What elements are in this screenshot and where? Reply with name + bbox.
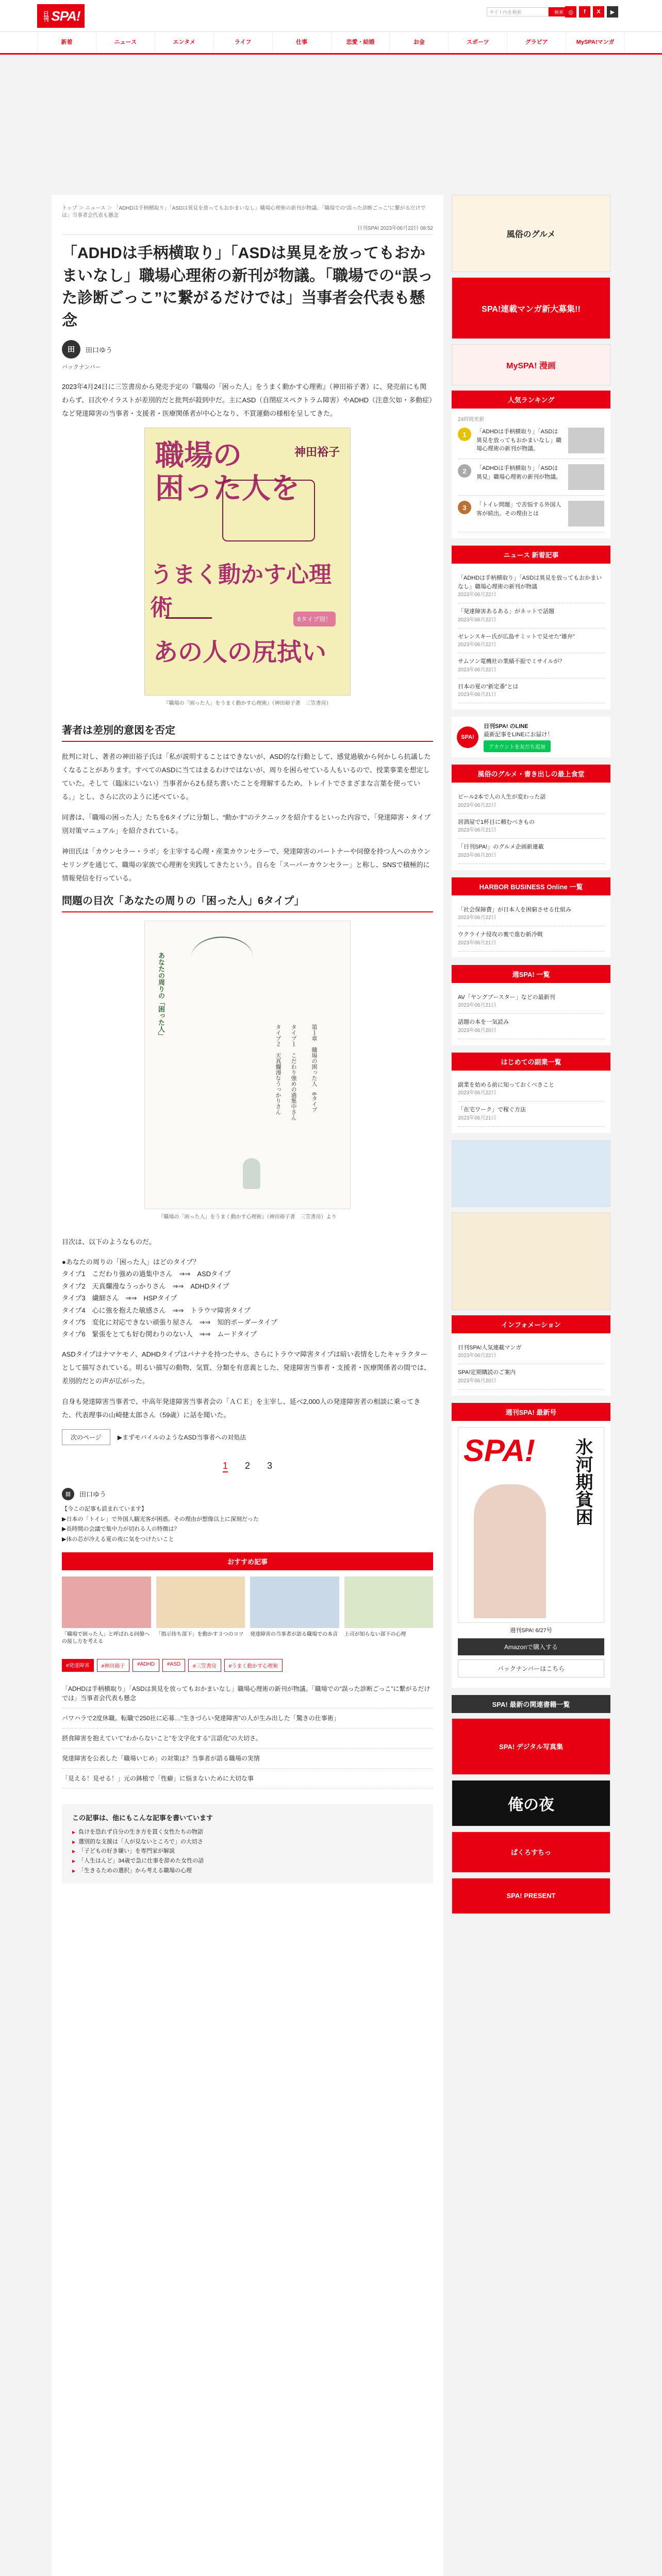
author-name: 田口ゆう <box>79 1490 107 1499</box>
thumbnail <box>344 1577 434 1628</box>
logo-text: SPA! <box>51 8 80 24</box>
cover-headline: 氷河期貧困 <box>573 1437 592 1526</box>
ad-digital[interactable]: SPA! デジタル写真集 <box>452 1718 610 1775</box>
page-3[interactable]: 3 <box>267 1460 273 1471</box>
news-item[interactable] <box>458 1340 604 1365</box>
harbor-heading: HARBOR BUSINESS Online 一覧 <box>452 877 610 895</box>
news-title: 日刊SPA!人気連載マンガ <box>458 1344 522 1351</box>
sidebar <box>452 195 610 1919</box>
tag[interactable]: #神田裕子 <box>97 1659 130 1672</box>
line-desc: 最新記事をLINEにお届け！ <box>484 732 553 738</box>
toc-title: あなたの周りの「困った人」 <box>157 952 165 1039</box>
more-heading: この記事は、他にもこんな記事を書いています <box>72 1814 213 1822</box>
news-item[interactable] <box>458 902 604 927</box>
news-title: ゼレンスキー氏が広島サミットで見せた“雄弁” <box>458 633 575 640</box>
search-button[interactable]: 検索 <box>549 7 569 16</box>
ranking-heading: 人気ランキング <box>452 391 610 409</box>
paragraph: 批判に対し、著者の神田裕子氏は「私が説明することはできないが、ASD的な行動として、感覚過敏から何かしら抗議したくなることがあります。すべてのASDに当てはまるわけではないが、周りを困らせている人もいるので、授業事業を想定していた。そして（臨床にいない）当事者から2も経ち書いたことを理解するため、トレイトでさまざまな言葉を使っている。」とし、さらに次のように述べている。 <box>62 753 431 801</box>
list-item[interactable]: ▶ 「子どもの好き嫌い」を専門家が解説 <box>72 1846 423 1856</box>
list-item: タイプ1 こだわり強めの過集中さん ⇒⇒ ASDタイプ <box>62 1270 231 1278</box>
news-date: 2023年06月22日 <box>458 617 496 623</box>
list-item[interactable]: 摂食障害を抱えていて“わからないこと”を文字化する“言語化”の大切さ。 <box>62 1728 433 1749</box>
next-page-row <box>52 1429 443 1445</box>
nav-item-life[interactable]: ライフ <box>213 32 272 53</box>
facebook-icon[interactable]: f <box>579 6 590 18</box>
ranking-item-title: 「トイレ問題」で苦悩する外国人客が続出。その理由とは <box>476 502 561 517</box>
author-name: 田口ゆう <box>86 346 113 354</box>
first-heading: はじめての副業一覧 <box>452 1053 610 1071</box>
magazine-issue: 週刊SPA! 6/27号 <box>510 1627 552 1634</box>
news-date: 2023年06月22日 <box>458 915 496 921</box>
paragraph: 目次は、以下のようなものだ。 <box>62 1238 156 1246</box>
social-links <box>565 6 618 18</box>
news-title: 日本の夏の“新定番”とは <box>458 683 519 690</box>
news-title: 「ADHDは手柄横取り」「ASDは異見を放ってもおかまいなし」職場心理術の新刊が物議 <box>458 575 602 590</box>
amazon-button[interactable]: Amazonで購入する <box>458 1638 604 1655</box>
list-item[interactable]: 「見える！見せる！」元の鉢植で「性癖」に悩まないために大切な事 <box>62 1769 433 1789</box>
news-item[interactable] <box>458 789 604 814</box>
toc-line: タイプ１ こだわり強めの過集中さん <box>290 1024 296 1121</box>
footnote-link[interactable]: ▶長時間の会議で集中力が切れる人の特徴は？ <box>62 1526 180 1533</box>
line-add-button[interactable]: アカウントを友だち追加 <box>484 740 551 752</box>
ad-pakurosu[interactable]: ぱくろすちっ <box>452 1832 610 1873</box>
list-item[interactable]: 発達障害を公表した「職場いじめ」の対策は？当事者が語る職場の実情 <box>62 1749 433 1769</box>
toc-line: タイプ２ 天真爛漫なうっかりさん <box>275 1024 281 1115</box>
news-date: 2023年06月22日 <box>458 592 496 598</box>
author-more-articles <box>62 1804 433 1884</box>
publish-date: 日刊SPA! 2023年06月22日 08:52 <box>62 224 433 235</box>
news-title: サムソン電機社の業績不振でミサイルが？ <box>458 658 565 665</box>
thumbnail <box>568 464 604 490</box>
pagination <box>52 1461 443 1472</box>
ranking-sub: 24時間更新 <box>458 417 485 422</box>
news-title: 話題の本を一気読み <box>458 1019 509 1025</box>
news-date: 2023年06月21日 <box>458 1003 496 1008</box>
banner-gourmet[interactable]: 風俗のグルメ <box>452 195 610 272</box>
thumbnail <box>568 501 604 527</box>
image-caption: 『職場の「困った人」をうまく動かす心理術』（神田裕子著 三笠書房）より <box>158 1214 337 1220</box>
news-item[interactable] <box>458 603 604 629</box>
news-title: 居酒屋で1杯目に頼むべきもの <box>458 819 535 825</box>
news-date: 2023年06月21日 <box>458 940 496 946</box>
news-title: 「発達障害あるある」がネットで話題 <box>458 608 554 615</box>
line-title: 日刊SPA! のLINE <box>484 723 528 730</box>
book-title-b: 困った人を <box>155 472 300 504</box>
ranking-item[interactable] <box>458 496 604 532</box>
news-item[interactable] <box>458 1014 604 1039</box>
news-date: 2023年06月22日 <box>458 802 496 808</box>
list-item[interactable]: ▶ 「生きるための選択」から考える職場の心理 <box>72 1866 423 1876</box>
banner-myspa[interactable]: MySPA! 漫画 <box>452 344 610 385</box>
image-caption: 『職場の「困った人」をうまく動かす心理術』（神田裕子著 三笠書房） <box>163 701 332 706</box>
book-tag: 6タイプ別！ <box>293 612 336 626</box>
news-box <box>452 564 610 709</box>
rank-1-badge: 1 <box>458 428 471 441</box>
thumbnail <box>62 1577 151 1628</box>
cover-photo <box>474 1484 546 1618</box>
news-date: 2023年06月21日 <box>458 692 496 698</box>
related-item-title: 「職場で困った人」と呼ばれる同僚への接し方を考える <box>62 1631 150 1645</box>
article-main <box>52 195 443 2576</box>
instagram-icon[interactable]: ◎ <box>565 6 576 18</box>
list-item: タイプ5 変化に対応できない頑張り屋さん ⇒⇒ 知的ボーダータイプ <box>62 1318 277 1326</box>
news-date: 2023年06月20日 <box>458 1378 496 1384</box>
section-heading: 著者は差別的意図を否定 <box>62 722 433 742</box>
tag[interactable]: #三笠書房 <box>188 1659 221 1672</box>
news-date: 2023年06月20日 <box>458 1027 496 1033</box>
news-item[interactable] <box>458 679 604 704</box>
nav-item-work[interactable]: 仕事 <box>272 32 331 53</box>
list-item: タイプ3 繊細さん ⇒⇒ HSPタイプ <box>62 1294 177 1302</box>
popular-box <box>452 983 610 1045</box>
page-1[interactable]: 1 <box>223 1461 228 1472</box>
author-block[interactable] <box>62 340 433 359</box>
global-nav <box>0 32 662 55</box>
list-item: タイプ2 天真爛漫なうっかりさん ⇒⇒ ADHDタイプ <box>62 1282 229 1290</box>
news-date: 2023年06月20日 <box>458 852 496 858</box>
news-item[interactable] <box>458 570 604 603</box>
illustration-line <box>166 598 212 619</box>
thumbnail <box>156 1577 245 1628</box>
ranking-box <box>452 409 610 538</box>
section-heading: 問題の目次「あなたの周りの「困った人」6タイプ」 <box>62 892 433 912</box>
tag[interactable]: #ADHD <box>133 1659 159 1672</box>
rank-3-badge: 3 <box>458 501 471 514</box>
thumbnail <box>568 428 604 453</box>
nav-item-money[interactable]: お金 <box>389 32 448 53</box>
cover-logo: SPA! <box>464 1433 535 1468</box>
ad-banner-health[interactable] <box>452 1212 610 1310</box>
footnote-links <box>62 1504 433 1545</box>
news-title: ウクライナ侵攻の裏で進む新冷戦 <box>458 931 543 938</box>
logo-small-text: 日刊 <box>42 11 49 21</box>
cat-illustration <box>243 1158 260 1189</box>
site-logo[interactable] <box>37 4 85 28</box>
ad-ore-no-yoru[interactable]: 俺の夜 <box>452 1780 610 1826</box>
info-heading: インフォメーション <box>452 1315 610 1333</box>
magazine-box <box>452 1421 610 1688</box>
footnote-heading: 【今この記事も読まれています】 <box>62 1505 147 1512</box>
ranking-item-title: 「ADHDは手柄横取り」「ASDは異見を放ってもおかまいなし」職場心理術の新刊が物議。 <box>476 429 561 452</box>
paragraph: 自身も発達障害当事者で、中高年発達障害当事者会の「ＡＣＥ」を主宰し、延べ2,000人の発達障害者の相談に乗ってきた、代表理事の山崎健太郎さん（59歳）に話を聞いた。 <box>62 1397 421 1419</box>
leaf-illustration <box>191 937 253 978</box>
list-item[interactable]: ▶ 選別的な支援は「人が見ないところで」の大切さ <box>72 1837 423 1847</box>
news-item[interactable] <box>458 653 604 679</box>
related-heading: おすすめ記事 <box>62 1552 433 1570</box>
paragraph: 同書は、「職場の困った人」たちを6タイプに分類し、“動かす”のテクニックを紹介するといった内容で、「発達障害・タイプ別対策マニュアル」を紹介されている。 <box>62 814 431 835</box>
tag-list <box>62 1659 433 1672</box>
list-item: ●あなたの周りの「困った人」はどのタイプ？ <box>62 1258 200 1266</box>
paragraph-intro: 2023年4月24日に三笠書房から発売予定の『職場の「困った人」をうまく動かす心理術』（神田裕子著）に、発売前にも関わらず、目次やイラストが差別的だと批判が殺到中だ。主にASD（自閉症スペクトラム障害）やADHD（注意欠如・多動症）など発達障害の当事者・支援者・医療関係者が中心となり、不買運動の様相を呈してきた。 <box>62 383 433 417</box>
banner-manga-contest[interactable]: SPA!連載マンガ新大募集!! <box>452 277 610 339</box>
list-item: タイプ4 心に強を抱えた敏感さん ⇒⇒ トラウマ障害タイプ <box>62 1306 251 1314</box>
news-title: SPA!定期購読のご案内 <box>458 1369 516 1376</box>
news-title: 「日刊SPA!」のグルメ企画新連載 <box>458 844 544 850</box>
popular-heading: 週SPA! 一覧 <box>452 965 610 983</box>
paragraph: ASDタイプはナマケモノ、ADHDタイプはバナナを持つたサル、さらにトラウマ障害タイプは暗い表情をしたキャラクターとして描写されている。明るい描写の動物、気質、分類を有意義とした、発達障害当事者・支援者・医療関係者の間では、差別的だとの声が広がった。 <box>62 1350 431 1385</box>
news-date: 2023年06月21日 <box>458 827 496 833</box>
news-item[interactable] <box>458 926 604 952</box>
related-item[interactable] <box>62 1577 151 1646</box>
tag[interactable]: #発達障害 <box>62 1659 94 1672</box>
news-date: 2023年06月21日 <box>458 1115 496 1121</box>
search-input[interactable]: サイト内を検索 <box>487 7 549 16</box>
gourmet-box <box>452 783 610 870</box>
x-icon[interactable]: X <box>593 6 604 18</box>
news-item[interactable] <box>458 814 604 839</box>
backnumber-button[interactable]: バックナンバーはこちら <box>458 1659 604 1677</box>
latest-books-heading: SPA! 最新の関連書籍一覧 <box>452 1695 610 1713</box>
news-date: 2023年06月22日 <box>458 642 496 648</box>
news-item[interactable] <box>458 1364 604 1389</box>
list-item[interactable]: ▶ 負けを恐れず自分の生き方を貫く女性たちの物語 <box>72 1827 423 1837</box>
news-item[interactable] <box>458 1101 604 1127</box>
line-banner[interactable] <box>452 717 610 757</box>
harbor-box <box>452 895 610 958</box>
book-title-c: うまく動かす心理術 <box>150 562 332 620</box>
site-header <box>0 0 662 32</box>
author-block-bottom[interactable] <box>62 1488 433 1500</box>
avatar: 田 <box>62 1488 74 1500</box>
related-item-title: 上司が知らない部下の心理 <box>344 1631 406 1637</box>
footnote-link[interactable]: ▶日本の「トイレ」で外国人観光客が困惑。その理由が想像以上に深刻だった <box>62 1516 259 1522</box>
table-of-contents-image <box>144 921 351 1209</box>
ad-present[interactable]: SPA! PRESENT <box>452 1878 610 1914</box>
magazine-cover[interactable] <box>458 1427 604 1623</box>
book-title-a: 職場の <box>155 439 242 471</box>
nav-item-sports[interactable]: スポーツ <box>448 32 507 53</box>
news-title: ビール2本で人の人生が変わった話 <box>458 794 546 800</box>
nav-item-new[interactable]: 新着 <box>37 32 96 53</box>
news-heading: ニュース 新着記事 <box>452 546 610 564</box>
next-page-button[interactable]: 次のページ <box>62 1429 110 1445</box>
article-title: 「ADHDは手柄横取り」「ASDは異見を放ってもおかまいなし」職場心理術の新刊が物議。「職場での“誤った診断ごっこ”に繋がるだけでは」当事者会代表も懸念 <box>62 245 433 329</box>
breadcrumb[interactable]: トップ ＞ ニュース ＞ 「ADHDは手柄横取り」「ASDは異見を放ってもおかまいなし」職場心理術の新刊が物議。「職場での“誤った診断ごっこ”に繋がるだけでは」当事者会代表も懸念 <box>62 206 426 218</box>
tag[interactable]: #うまく動かす心理術 <box>224 1659 283 1672</box>
news-item[interactable] <box>458 629 604 654</box>
nav-item-manga[interactable]: MySPA!マンガ <box>566 32 625 53</box>
youtube-icon[interactable]: ▶ <box>607 6 618 18</box>
ranking-item[interactable] <box>458 422 604 459</box>
thumbnail <box>250 1577 339 1628</box>
related-link-list <box>62 1679 433 1789</box>
paragraph: 神田氏は「カウンセラー・ラボ」を主宰する心理・産業カウンセラーで、発達障害のパートナーや同僚を持つ人へのカウンセリングを通じて、職場の家族で心理術を実践してきたという。自らを「スーパーカウンセラー」と称し、SNSで積極的に情報発信を行っている。 <box>62 848 431 882</box>
list-item: タイプ6 緊張をとても好む関わりのない人 ⇒⇒ ムードタイプ <box>62 1330 257 1338</box>
news-title: 「社会保障費」が日本人を困窮させる仕組み <box>458 906 571 913</box>
book-cover-image <box>144 428 351 696</box>
related-item[interactable] <box>156 1577 245 1646</box>
tag[interactable]: #ASD <box>162 1659 185 1672</box>
news-title: 「在宅ワーク」で稼ぐ方法 <box>458 1107 526 1113</box>
ranking-item[interactable] <box>458 459 604 496</box>
backnumber-link[interactable]: バックナンバー <box>62 364 101 370</box>
info-box <box>452 1333 610 1396</box>
avatar: 田 <box>62 340 80 359</box>
page-2[interactable]: 2 <box>244 1460 250 1471</box>
magazine-heading: 週刊SPA! 最新号 <box>452 1403 610 1421</box>
nav-item-entame[interactable]: エンタメ <box>155 32 213 53</box>
type-list <box>62 1256 433 1341</box>
spa-icon: SPA! <box>457 726 478 748</box>
nav-item-gravure[interactable]: グラビア <box>507 32 566 53</box>
list-item[interactable]: パワハラで2度休職。転職で250社に応募…“生きづらい発達障害”の人が生み出した「驚きの仕事術」 <box>62 1708 433 1728</box>
news-item[interactable] <box>458 839 604 864</box>
related-articles <box>62 1570 433 1652</box>
news-title: 副業を始める前に知っておくべきこと <box>458 1081 554 1088</box>
related-item-title: 「指示待ち部下」を動かす３つのコツ <box>156 1631 244 1637</box>
news-date: 2023年06月22日 <box>458 667 496 673</box>
footnote-link[interactable]: ▶体の芯が冷える夏の夜に気をつけたいこと <box>62 1536 174 1543</box>
spacer <box>452 1713 610 1718</box>
toc-line: 第１章 職場の困った人 6タイプ <box>311 1024 317 1113</box>
nav-item-news[interactable]: ニュース <box>96 32 155 53</box>
illustration-figure <box>222 480 315 541</box>
rank-2-badge: 2 <box>458 464 471 478</box>
related-item-title: 発達障害の当事者が語る職場での本音 <box>250 1631 338 1637</box>
next-page-teaser[interactable]: ▶まずモバイルのようなASD当事者への対処法 <box>117 1433 246 1441</box>
related-item[interactable] <box>250 1577 339 1646</box>
news-item[interactable] <box>458 1077 604 1102</box>
list-item[interactable]: ▶ 「人生はんど」34歳で急に仕事を辞めた女性の話 <box>72 1856 423 1866</box>
gourmet-heading: 風俗のグルメ・書き出しの最上食堂 <box>452 765 610 783</box>
book-subtitle: あの人の尻拭い <box>153 639 327 666</box>
list-item[interactable]: 「ADHDは手柄横取り」「ASDは異見を放ってもおかまいなし」職場心理術の新刊が物議。「職場での“誤った診断ごっこ”に繋がるだけでは」当事者会代表も懸念 <box>62 1679 433 1708</box>
related-item[interactable] <box>344 1577 434 1646</box>
nav-item-love[interactable]: 恋愛・結婚 <box>331 32 390 53</box>
book-author: 神田裕子 <box>294 446 340 459</box>
first-box <box>452 1071 610 1133</box>
news-item[interactable] <box>458 989 604 1014</box>
news-date: 2023年06月22日 <box>458 1353 496 1359</box>
ranking-item-title: 「ADHDは手柄横取り」「ASDは異見」職場心理術の新刊が物議。 <box>476 465 561 480</box>
news-date: 2023年06月22日 <box>458 1090 496 1096</box>
ad-banner-tokyo[interactable] <box>452 1140 610 1207</box>
news-title: AV「ヤングブースター」などの最新刊 <box>458 994 555 1001</box>
